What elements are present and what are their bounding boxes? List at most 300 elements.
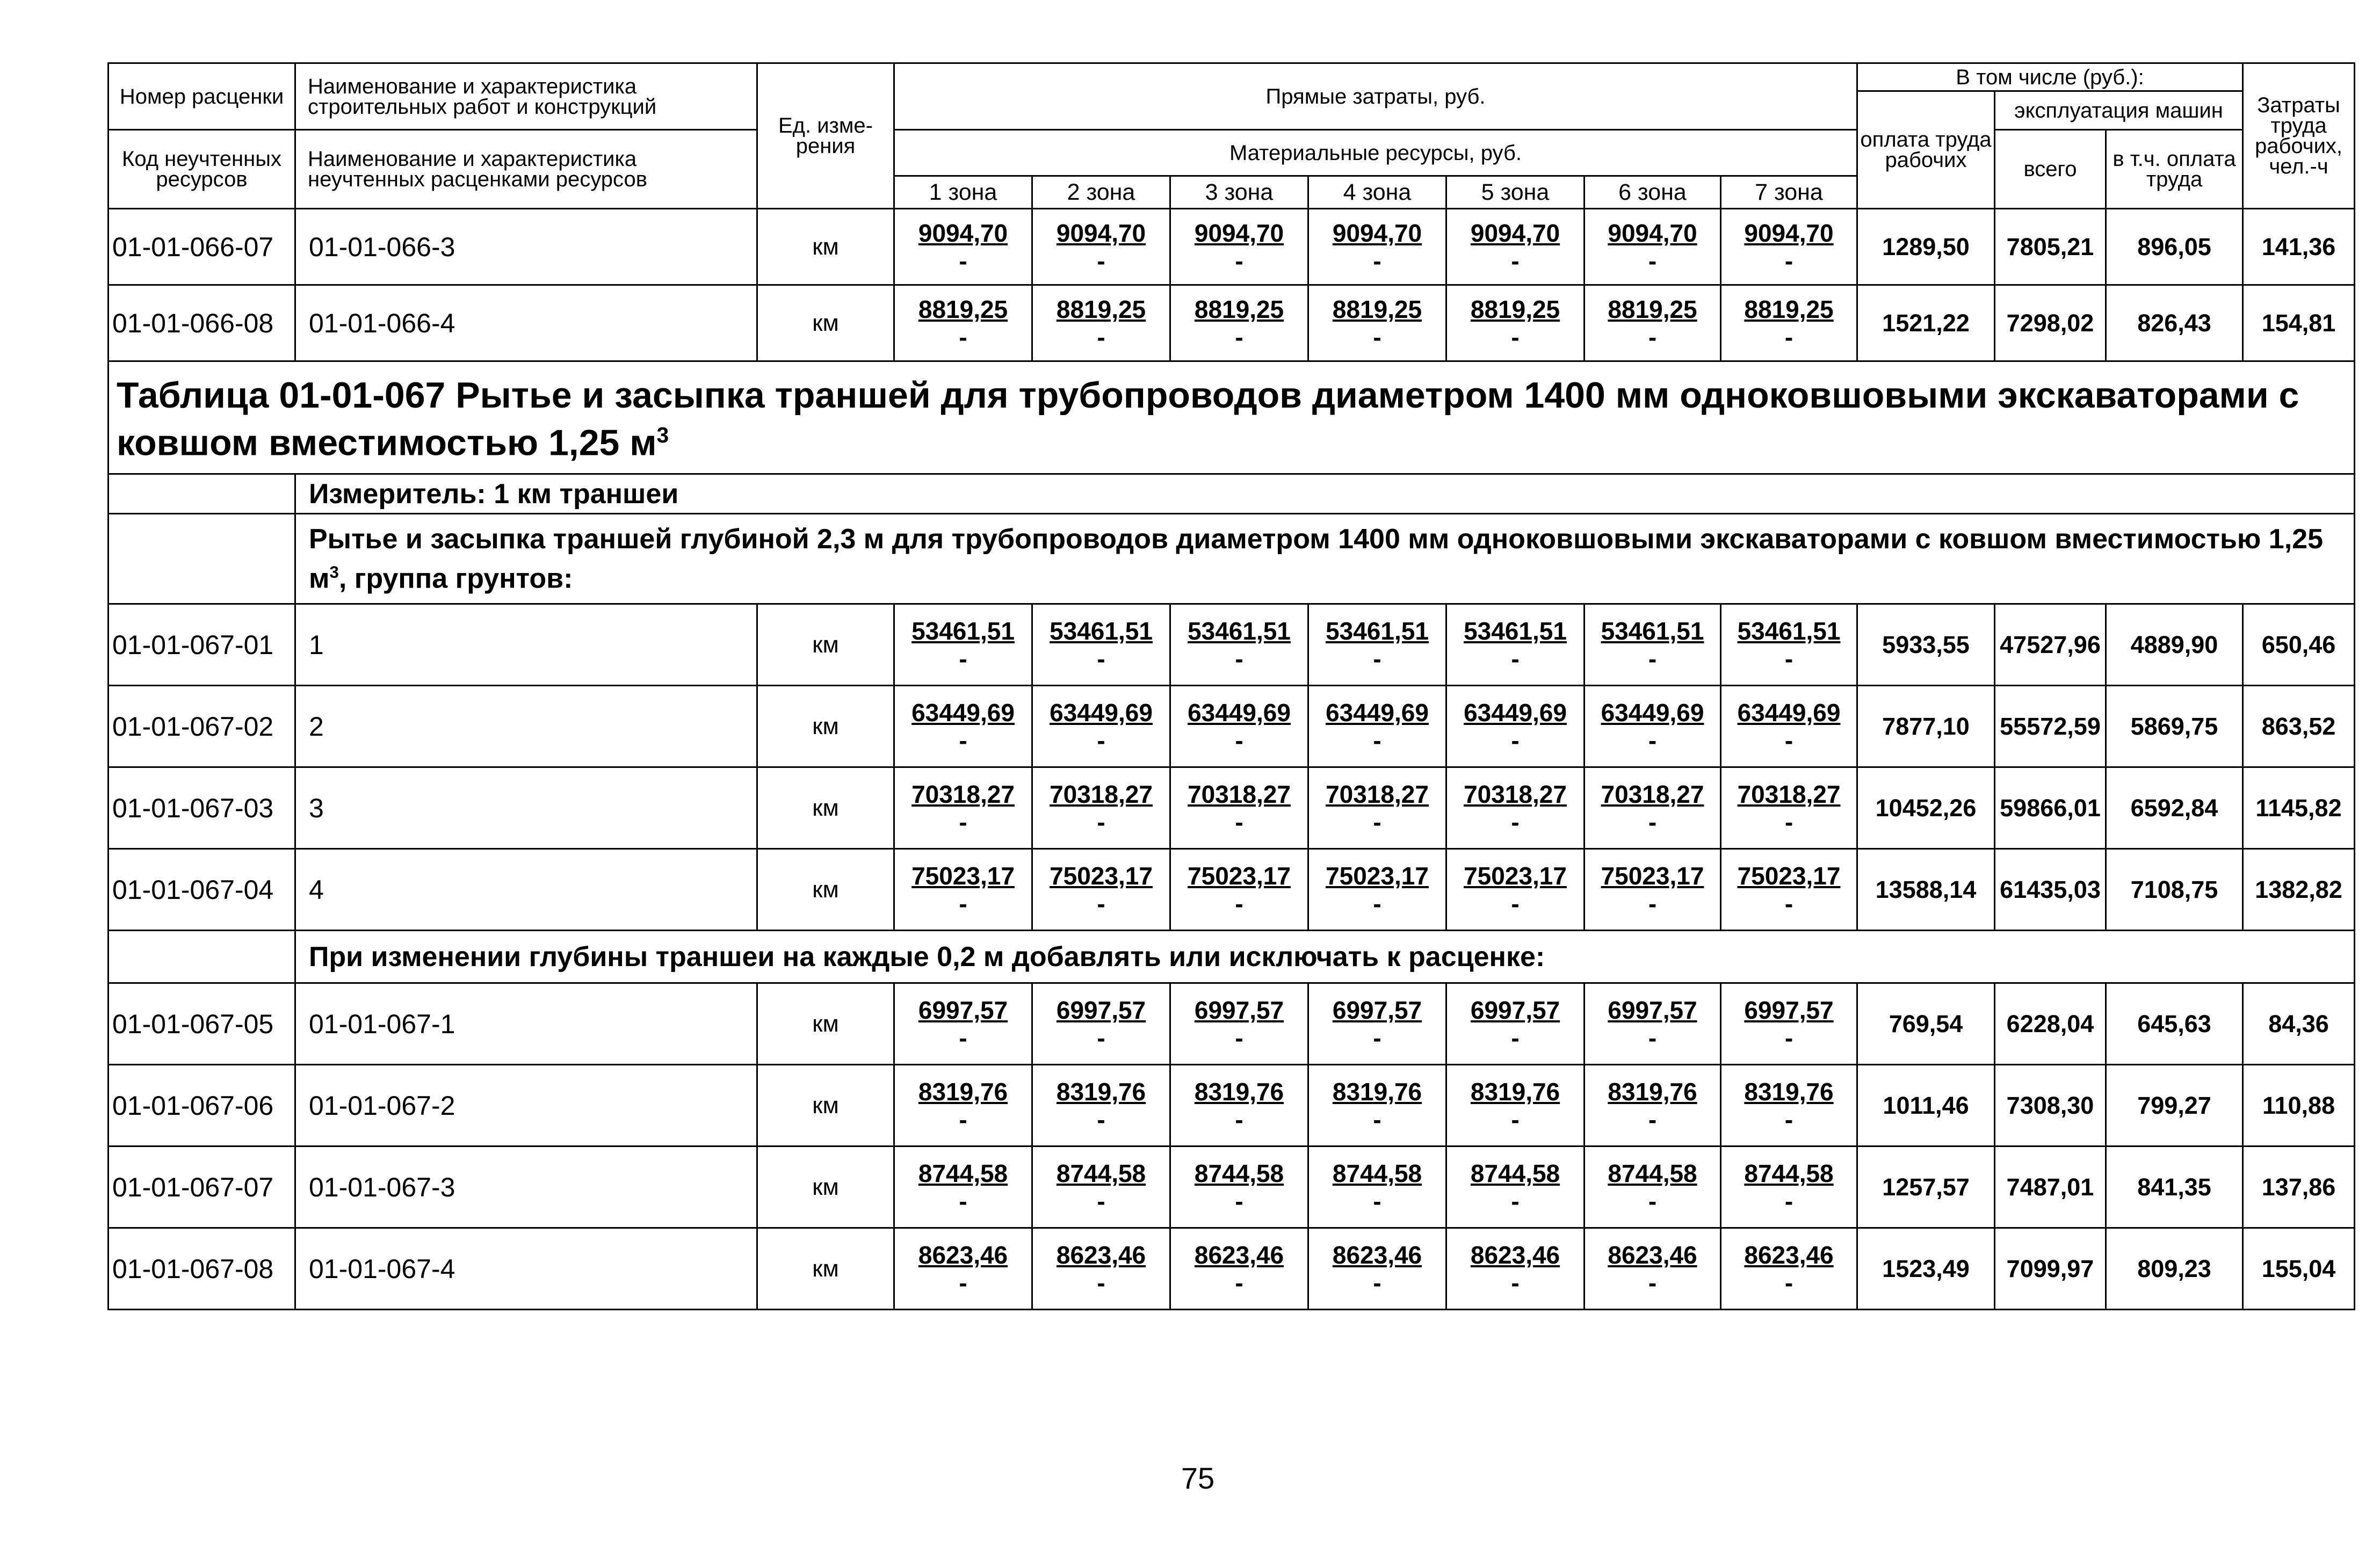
labor-pay-cell: 1523,49 (1857, 1228, 1995, 1310)
zone-price-cell (1308, 686, 1446, 767)
zone-price-cell (1170, 1228, 1308, 1310)
zone-unaccounted: - (959, 1187, 967, 1215)
zone-unaccounted: - (1648, 644, 1657, 673)
zone-price-cell (1032, 209, 1170, 285)
zone-price: 9094,70 (1056, 219, 1146, 247)
zone-price-cell (1032, 604, 1170, 686)
rate-name: 01-01-067-4 (295, 1228, 757, 1310)
zone-price: 9094,70 (1744, 219, 1834, 247)
machine-total-cell: 61435,03 (1995, 849, 2106, 931)
zone-unaccounted: - (1235, 1024, 1243, 1052)
zone-price: 8819,25 (1608, 295, 1697, 323)
zone-price-cell (1170, 1147, 1308, 1228)
zone-price: 6997,57 (1194, 996, 1284, 1024)
zone-price-cell (1170, 209, 1308, 285)
zone-price: 53461,51 (1464, 616, 1567, 645)
zone-price-cell (1308, 1228, 1446, 1310)
zone-price: 70318,27 (1737, 780, 1841, 808)
zone-price: 75023,17 (1188, 861, 1291, 890)
zone-price: 70318,27 (1601, 780, 1704, 808)
machine-total-cell: 7487,01 (1995, 1147, 2106, 1228)
zone-price-cell (1585, 209, 1721, 285)
zone-price: 75023,17 (912, 861, 1015, 890)
rate-code: 01-01-067-01 (108, 604, 295, 686)
zone-price-cell (1721, 1065, 1857, 1147)
zone-price: 8623,46 (1332, 1240, 1422, 1269)
zone-unaccounted: - (1511, 1024, 1520, 1052)
machine-labor-cell: 6592,84 (2106, 767, 2243, 849)
zone-price-cell (1721, 285, 1857, 361)
zone-unaccounted: - (1784, 644, 1793, 673)
zone-unaccounted: - (1373, 1105, 1381, 1134)
zone-price-cell (1585, 686, 1721, 767)
labor-pay-cell: 13588,14 (1857, 849, 1995, 931)
zone-unaccounted: - (1097, 889, 1105, 918)
zone-unaccounted: - (1784, 1105, 1793, 1134)
caption-blank (108, 514, 295, 604)
machine-labor-cell: 826,43 (2106, 285, 2243, 361)
table-row (108, 767, 2355, 849)
zone-price-cell (1585, 604, 1721, 686)
rate-name: 01-01-067-1 (295, 983, 757, 1065)
machine-total-cell: 6228,04 (1995, 983, 2106, 1065)
zone-price-cell (1170, 767, 1308, 849)
zone-price-cell (1721, 767, 1857, 849)
zone-price: 53461,51 (1737, 616, 1841, 645)
header-labor-costs: Затраты труда рабочих, чел.-ч (2243, 63, 2355, 209)
zone-price: 53461,51 (1601, 616, 1704, 645)
zone-price: 63449,69 (1188, 698, 1291, 727)
measure-blank (108, 474, 295, 514)
machine-total-cell: 7298,02 (1995, 285, 2106, 361)
labor-pay-cell: 1011,46 (1857, 1065, 1995, 1147)
labor-pay-cell: 1257,57 (1857, 1147, 1995, 1228)
zone-price-cell (1308, 849, 1446, 931)
zone-price: 75023,17 (1050, 861, 1153, 890)
zone-unaccounted: - (1373, 246, 1381, 275)
table-row (108, 1228, 2355, 1310)
zone-price: 6997,57 (1056, 996, 1146, 1024)
zone-price: 6997,57 (1470, 996, 1560, 1024)
zone-price-cell (1032, 686, 1170, 767)
zone-unaccounted: - (959, 889, 967, 918)
zone-price-cell (1170, 1065, 1308, 1147)
zone-unaccounted: - (1648, 726, 1657, 754)
zone-unaccounted: - (1097, 1187, 1105, 1215)
zone-unaccounted: - (1235, 1187, 1243, 1215)
zone-price-cell (1585, 767, 1721, 849)
zone-price: 6997,57 (1744, 996, 1834, 1024)
zone-unaccounted: - (1511, 323, 1520, 351)
zone-unaccounted: - (959, 1268, 967, 1297)
zone-price-cell (1446, 1147, 1585, 1228)
labor-hours-cell: 154,81 (2243, 285, 2355, 361)
zone-price: 8319,76 (1332, 1077, 1422, 1106)
zone-unaccounted: - (1648, 889, 1657, 918)
table-row (108, 983, 2355, 1065)
zone-price: 8744,58 (1608, 1159, 1697, 1187)
zone-unaccounted: - (1373, 1268, 1381, 1297)
header-resource-name: Наименование и характеристика неучтенных расценками ресурсов (295, 130, 757, 209)
zone-price-cell (1308, 767, 1446, 849)
zone-price-cell (1170, 983, 1308, 1065)
table-row (108, 285, 2355, 361)
labor-hours-cell: 650,46 (2243, 604, 2355, 686)
zone-price: 63449,69 (1737, 698, 1841, 727)
zone-price-cell (1446, 983, 1585, 1065)
rate-name: 01-01-067-2 (295, 1065, 757, 1147)
table-row (108, 604, 2355, 686)
labor-hours-cell: 110,88 (2243, 1065, 2355, 1147)
zone-price: 70318,27 (1326, 780, 1429, 808)
zone-price: 53461,51 (1326, 616, 1429, 645)
zone-price-cell (1032, 849, 1170, 931)
labor-hours-cell: 1382,82 (2243, 849, 2355, 931)
zone-price-cell (1721, 849, 1857, 931)
zone-price-cell (894, 604, 1032, 686)
zone-price-cell (1446, 767, 1585, 849)
zone-unaccounted: - (1511, 726, 1520, 754)
zone-price: 70318,27 (1464, 780, 1567, 808)
zone-price-cell (1032, 285, 1170, 361)
zone-price-cell (1585, 285, 1721, 361)
zone-price: 53461,51 (1188, 616, 1291, 645)
zone-price: 9094,70 (918, 219, 1008, 247)
zone-unaccounted: - (1373, 1187, 1381, 1215)
zone-price-cell (894, 686, 1032, 767)
rate-name: 2 (295, 686, 757, 767)
rate-name: 4 (295, 849, 757, 931)
zone-price-cell (894, 1228, 1032, 1310)
zone-unaccounted: - (1373, 323, 1381, 351)
machine-total-cell: 59866,01 (1995, 767, 2106, 849)
zone-price: 8623,46 (1608, 1240, 1697, 1269)
zone-unaccounted: - (1648, 1187, 1657, 1215)
zone-unaccounted: - (1511, 246, 1520, 275)
rates-table (107, 62, 2355, 1310)
zone-price-cell (1721, 1228, 1857, 1310)
zone-price: 63449,69 (912, 698, 1015, 727)
zone-price-cell (1446, 1228, 1585, 1310)
zone-price: 63449,69 (1464, 698, 1567, 727)
header-total: всего (1995, 130, 2106, 209)
machine-labor-cell: 896,05 (2106, 209, 2243, 285)
unit-cell: км (757, 604, 894, 686)
rate-name: 1 (295, 604, 757, 686)
zone-price: 63449,69 (1601, 698, 1704, 727)
zone-unaccounted: - (1235, 1105, 1243, 1134)
zone-price-cell (1721, 983, 1857, 1065)
unit-cell: км (757, 1228, 894, 1310)
zone-unaccounted: - (1511, 1187, 1520, 1215)
zone-price-cell (1032, 1147, 1170, 1228)
zone-price: 75023,17 (1737, 861, 1841, 890)
zone-price: 53461,51 (1050, 616, 1153, 645)
zone-price: 8744,58 (918, 1159, 1008, 1187)
section-caption-depth: При изменении глубины траншеи на каждые 0,2 м добавлять или исключать к расценке: (295, 931, 2355, 983)
table-row (108, 209, 2355, 285)
header-machine-ops: эксплуатация машин (1995, 91, 2243, 130)
labor-pay-cell: 5933,55 (1857, 604, 1995, 686)
zone-unaccounted: - (1784, 1268, 1793, 1297)
unit-cell: км (757, 849, 894, 931)
labor-hours-cell: 141,36 (2243, 209, 2355, 285)
zone-unaccounted: - (1097, 1268, 1105, 1297)
zone-price-cell (1446, 285, 1585, 361)
zone-price: 75023,17 (1326, 861, 1429, 890)
zone-price: 63449,69 (1050, 698, 1153, 727)
header-work-name: Наименование и характеристика строительных работ и конструкций (295, 63, 757, 130)
machine-total-cell: 47527,96 (1995, 604, 2106, 686)
zone-price-cell (1585, 849, 1721, 931)
zone-price: 8819,25 (1194, 295, 1284, 323)
unit-cell: км (757, 983, 894, 1065)
header-unit: Ед. изме-рения (757, 63, 894, 209)
zone-unaccounted: - (959, 246, 967, 275)
zone-price-cell (1446, 686, 1585, 767)
zone-price-cell (1170, 604, 1308, 686)
rate-name: 01-01-066-4 (295, 285, 757, 361)
zone-price-cell (1308, 983, 1446, 1065)
zone-price-cell (1585, 983, 1721, 1065)
header-direct-costs: Прямые затраты, руб. (894, 63, 1857, 130)
header-zone-3: 3 зона (1170, 176, 1308, 209)
zone-price-cell (1308, 209, 1446, 285)
zone-price-cell (1032, 767, 1170, 849)
zone-price: 8819,25 (1056, 295, 1146, 323)
zone-price: 8319,76 (1470, 1077, 1560, 1106)
zone-price: 9094,70 (1194, 219, 1284, 247)
zone-unaccounted: - (1097, 1024, 1105, 1052)
zone-unaccounted: - (1648, 246, 1657, 275)
table-row (108, 686, 2355, 767)
zone-unaccounted: - (1235, 246, 1243, 275)
zone-unaccounted: - (1373, 726, 1381, 754)
zone-price: 8623,46 (1056, 1240, 1146, 1269)
zone-price-cell (1585, 1228, 1721, 1310)
zone-price-cell (1170, 686, 1308, 767)
section-caption-soil: Рытье и засыпка траншей глубиной 2,3 м для трубопроводов диаметром 1400 мм одноковшовыми экскаваторами с ковшом вместимостью 1,25 $м^3$, группа грунтов: (295, 514, 2355, 604)
zone-price: 8623,46 (1470, 1240, 1560, 1269)
zone-price-cell (1721, 1147, 1857, 1228)
zone-price-cell (1585, 1147, 1721, 1228)
header-material-resources: Материальные ресурсы, руб. (894, 130, 1857, 176)
zone-unaccounted: - (1648, 1024, 1657, 1052)
zone-price: 8744,58 (1470, 1159, 1560, 1187)
unit-cell: км (757, 285, 894, 361)
zone-unaccounted: - (1373, 808, 1381, 836)
zone-price: 8623,46 (1744, 1240, 1834, 1269)
zone-unaccounted: - (1648, 1105, 1657, 1134)
zone-price: 75023,17 (1464, 861, 1567, 890)
zone-unaccounted: - (1784, 726, 1793, 754)
zone-unaccounted: - (1511, 808, 1520, 836)
machine-labor-cell: 4889,90 (2106, 604, 2243, 686)
zone-unaccounted: - (959, 1105, 967, 1134)
zone-price: 8319,76 (1744, 1077, 1834, 1106)
zone-unaccounted: - (1648, 808, 1657, 836)
zone-price: 8744,58 (1056, 1159, 1146, 1187)
zone-price: 9094,70 (1470, 219, 1560, 247)
table-row (108, 1147, 2355, 1228)
zone-price-cell (1032, 1228, 1170, 1310)
measure-label: Измеритель: 1 км траншеи (295, 474, 2355, 514)
labor-hours-cell: 863,52 (2243, 686, 2355, 767)
zone-unaccounted: - (1373, 1024, 1381, 1052)
zone-price: 63449,69 (1326, 698, 1429, 727)
zone-price-cell (1032, 1065, 1170, 1147)
caption-blank-2 (108, 931, 295, 983)
labor-pay-cell: 769,54 (1857, 983, 1995, 1065)
zone-unaccounted: - (1784, 1187, 1793, 1215)
zone-price-cell (1308, 1147, 1446, 1228)
zone-unaccounted: - (1235, 889, 1243, 918)
zone-price: 9094,70 (1608, 219, 1697, 247)
machine-labor-cell: 809,23 (2106, 1228, 2243, 1310)
zone-price: 8744,58 (1744, 1159, 1834, 1187)
header-zone-2: 2 зона (1032, 176, 1170, 209)
table-row (108, 1065, 2355, 1147)
rate-code: 01-01-066-08 (108, 285, 295, 361)
unit-cell: км (757, 686, 894, 767)
unit-cell: км (757, 767, 894, 849)
rate-name: 3 (295, 767, 757, 849)
header-rate-number: Номер расценки (108, 63, 295, 130)
zone-unaccounted: - (1373, 644, 1381, 673)
unit-cell: км (757, 1147, 894, 1228)
machine-total-cell: 55572,59 (1995, 686, 2106, 767)
zone-price-cell (1721, 604, 1857, 686)
machine-total-cell: 7805,21 (1995, 209, 2106, 285)
zone-unaccounted: - (959, 644, 967, 673)
zone-unaccounted: - (1648, 1268, 1657, 1297)
zone-unaccounted: - (959, 1024, 967, 1052)
machine-total-cell: 7099,97 (1995, 1228, 2106, 1310)
zone-price: 70318,27 (1188, 780, 1291, 808)
zone-unaccounted: - (1097, 1105, 1105, 1134)
zone-unaccounted: - (1235, 726, 1243, 754)
zone-unaccounted: - (1235, 323, 1243, 351)
zone-price-cell (894, 1065, 1032, 1147)
unit-cell: км (757, 209, 894, 285)
section-title: Таблица 01-01-067 Рытье и засыпка траншей для трубопроводов диаметром 1400 мм одноковшовыми экскаваторами с ковшом вместимостью 1,25 $м^3$ (108, 361, 2355, 474)
rate-code: 01-01-067-06 (108, 1065, 295, 1147)
rate-name: 01-01-066-3 (295, 209, 757, 285)
zone-price: 8319,76 (1608, 1077, 1697, 1106)
zone-unaccounted: - (1097, 246, 1105, 275)
zone-unaccounted: - (959, 323, 967, 351)
zone-unaccounted: - (959, 808, 967, 836)
header-zone-4: 4 зона (1308, 176, 1446, 209)
zone-unaccounted: - (1784, 1024, 1793, 1052)
zone-price: 8819,25 (1470, 295, 1560, 323)
zone-unaccounted: - (1511, 1268, 1520, 1297)
zone-price-cell (894, 767, 1032, 849)
zone-price-cell (1032, 983, 1170, 1065)
zone-price: 6997,57 (918, 996, 1008, 1024)
labor-pay-cell: 1289,50 (1857, 209, 1995, 285)
zone-unaccounted: - (1648, 323, 1657, 351)
zone-price: 8319,76 (918, 1077, 1008, 1106)
page-number: 75 (1181, 1461, 1215, 1495)
zone-unaccounted: - (1784, 323, 1793, 351)
header-incl-labor: в т.ч. оплата труда (2106, 130, 2243, 209)
labor-hours-cell: 1145,82 (2243, 767, 2355, 849)
zone-price-cell (1308, 1065, 1446, 1147)
zone-price-cell (894, 849, 1032, 931)
labor-pay-cell: 7877,10 (1857, 686, 1995, 767)
zone-unaccounted: - (1097, 726, 1105, 754)
zone-unaccounted: - (1784, 889, 1793, 918)
header-zone-5: 5 зона (1446, 176, 1585, 209)
zone-unaccounted: - (1511, 1105, 1520, 1134)
zone-price: 6997,57 (1608, 996, 1697, 1024)
zone-price: 8623,46 (1194, 1240, 1284, 1269)
zone-price-cell (1446, 849, 1585, 931)
zone-price-cell (1170, 285, 1308, 361)
zone-price-cell (1446, 1065, 1585, 1147)
machine-labor-cell: 799,27 (2106, 1065, 2243, 1147)
zone-price-cell (1721, 686, 1857, 767)
zone-unaccounted: - (1235, 1268, 1243, 1297)
zone-price-cell (894, 1147, 1032, 1228)
machine-labor-cell: 841,35 (2106, 1147, 2243, 1228)
zone-price-cell (1446, 604, 1585, 686)
zone-price: 70318,27 (1050, 780, 1153, 808)
zone-unaccounted: - (1784, 246, 1793, 275)
zone-unaccounted: - (1784, 808, 1793, 836)
header-including: В том числе (руб.): (1857, 63, 2243, 91)
labor-hours-cell: 137,86 (2243, 1147, 2355, 1228)
zone-price: 53461,51 (912, 616, 1015, 645)
header-zone-1: 1 зона (894, 176, 1032, 209)
zone-price-cell (1585, 1065, 1721, 1147)
machine-labor-cell: 7108,75 (2106, 849, 2243, 931)
machine-labor-cell: 5869,75 (2106, 686, 2243, 767)
zone-price: 8819,25 (918, 295, 1008, 323)
rate-code: 01-01-067-07 (108, 1147, 295, 1228)
zone-price: 8319,76 (1194, 1077, 1284, 1106)
zone-price: 6997,57 (1332, 996, 1422, 1024)
zone-unaccounted: - (1097, 323, 1105, 351)
zone-price: 9094,70 (1332, 219, 1422, 247)
zone-price: 70318,27 (912, 780, 1015, 808)
zone-price-cell (1446, 209, 1585, 285)
header-zone-6: 6 зона (1585, 176, 1721, 209)
zone-price: 8819,25 (1332, 295, 1422, 323)
zone-price: 8744,58 (1332, 1159, 1422, 1187)
zone-unaccounted: - (959, 726, 967, 754)
rate-code: 01-01-067-02 (108, 686, 295, 767)
unit-cell: км (757, 1065, 894, 1147)
zone-price: 8623,46 (918, 1240, 1008, 1269)
zone-price-cell (1308, 604, 1446, 686)
zone-price-cell (1721, 209, 1857, 285)
zone-unaccounted: - (1097, 808, 1105, 836)
zone-price-cell (894, 285, 1032, 361)
zone-unaccounted: - (1097, 644, 1105, 673)
zone-price-cell (1170, 849, 1308, 931)
zone-price-cell (1308, 285, 1446, 361)
rate-code: 01-01-067-05 (108, 983, 295, 1065)
zone-unaccounted: - (1511, 644, 1520, 673)
zone-unaccounted: - (1373, 889, 1381, 918)
zone-price: 8319,76 (1056, 1077, 1146, 1106)
table-row (108, 849, 2355, 931)
zone-unaccounted: - (1235, 808, 1243, 836)
rate-code: 01-01-067-03 (108, 767, 295, 849)
rate-name: 01-01-067-3 (295, 1147, 757, 1228)
